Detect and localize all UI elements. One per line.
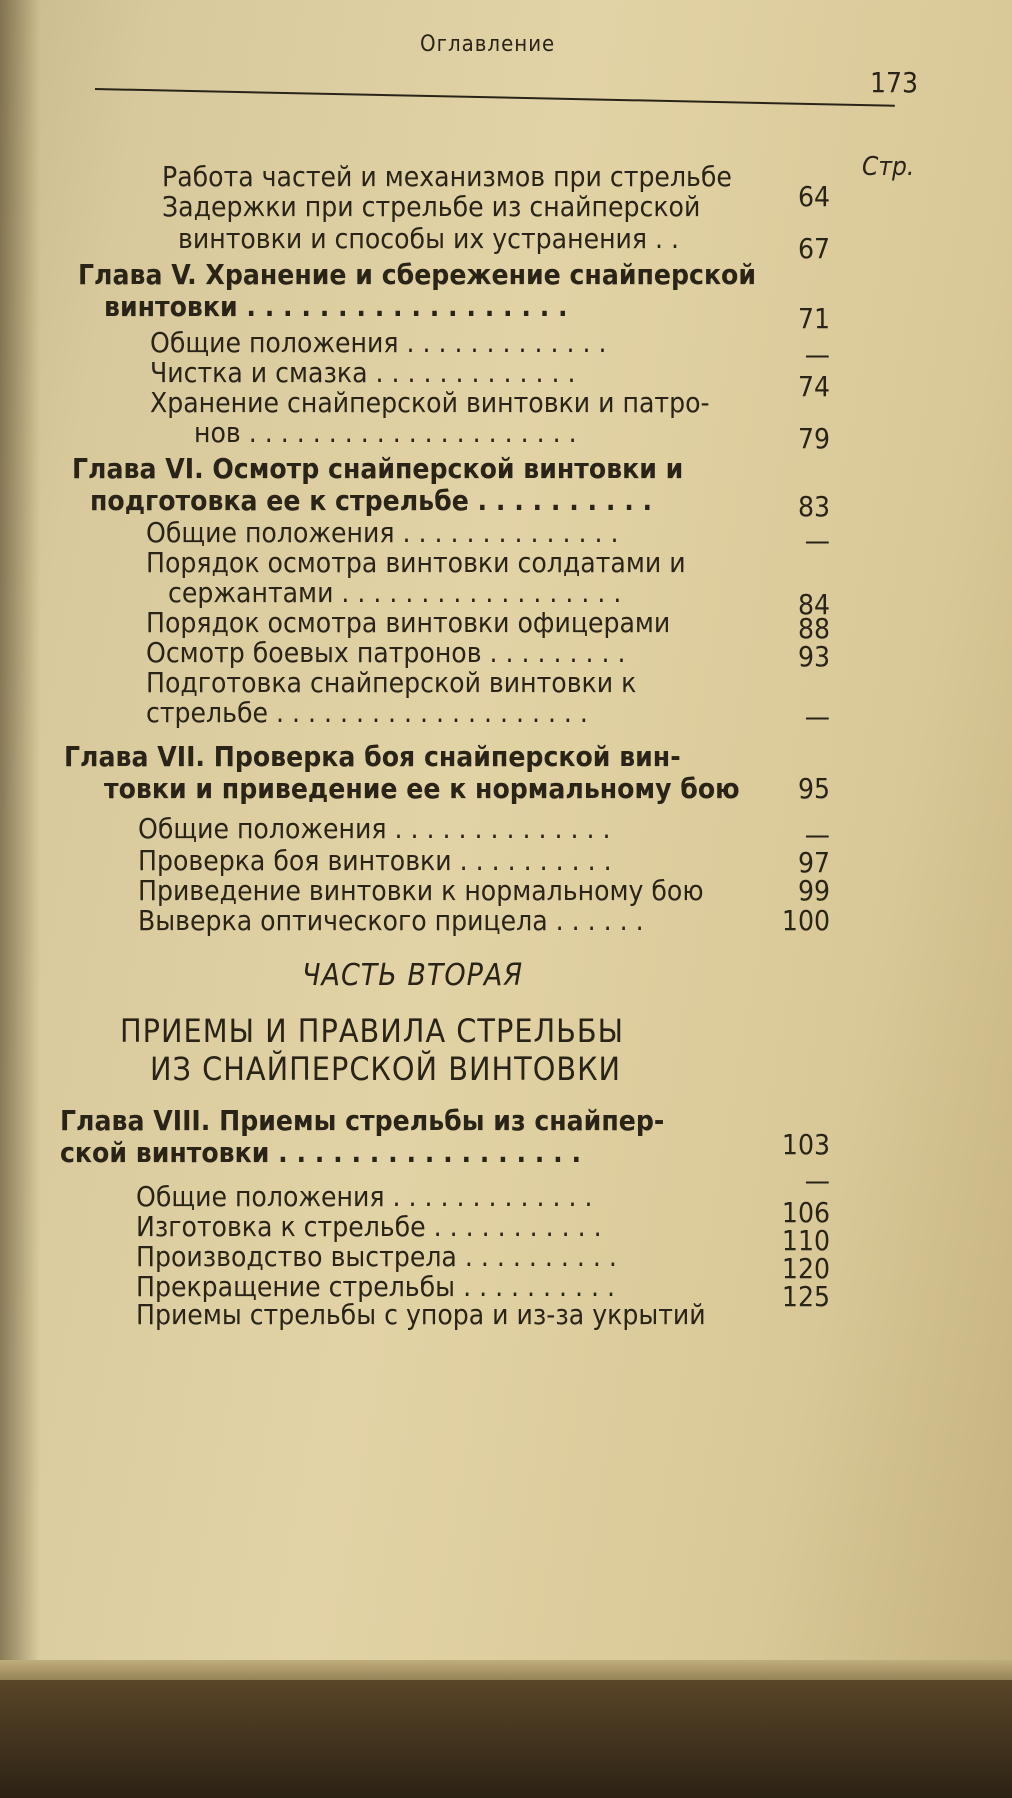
toc-entry: Общие положения . . . . . . . . . . . . . .	[146, 516, 619, 549]
toc-page: 79	[797, 422, 830, 455]
toc-entry: стрельбе . . . . . . . . . . . . . . . . . . . .	[146, 696, 588, 729]
page-number: 173	[870, 66, 919, 99]
toc-entry: Приемы стрельбы с упора и из-за укрытий	[136, 1298, 706, 1331]
toc-entry: Работа частей и механизмов при стрельбе	[162, 160, 732, 193]
chapter-heading: подготовка ее к стрельбе . . . . . . . . . .	[90, 484, 653, 517]
toc-page: 84	[797, 588, 830, 621]
chapter-heading: винтовки . . . . . . . . . . . . . . . . . .	[104, 290, 568, 323]
toc-page: —	[804, 524, 830, 557]
pages-column-label: Стр.	[862, 152, 915, 182]
chapter-heading: Глава VII. Проверка боя снайперской вин-	[64, 740, 681, 773]
toc-entry: Изготовка к стрельбе . . . . . . . . . . .	[136, 1210, 602, 1243]
toc-page: —	[804, 338, 830, 371]
toc-entry: Порядок осмотра винтовки офицерами	[146, 606, 671, 639]
background-surface	[0, 1680, 1012, 1798]
toc-page: 93	[797, 640, 830, 673]
part-label: ЧАСТЬ ВТОРАЯ	[302, 958, 524, 993]
toc-page: 71	[797, 302, 830, 335]
toc-entry: Производство выстрела . . . . . . . . . .	[136, 1240, 617, 1273]
toc-entry: Прекращение стрельбы . . . . . . . . . .	[136, 1270, 616, 1303]
page-bottom-edge	[0, 1660, 1012, 1680]
toc-entry: сержантами . . . . . . . . . . . . . . . . . .	[168, 576, 622, 609]
toc-page: 120	[781, 1252, 830, 1285]
toc-page: —	[804, 700, 830, 733]
toc-entry: Общие положения . . . . . . . . . . . . .	[136, 1180, 593, 1213]
toc-entry: Подготовка снайперской винтовки к	[146, 666, 637, 699]
toc-entry: Хранение снайперской винтовки и патро-	[150, 386, 710, 419]
toc-entry: винтовки и способы их устранения . .	[178, 222, 680, 255]
toc-entry: Приведение винтовки к нормальному бою	[138, 874, 704, 907]
toc-page: 88	[797, 612, 830, 645]
toc-page: 64	[797, 180, 830, 213]
chapter-heading: ской винтовки . . . . . . . . . . . . . . . . .	[60, 1136, 582, 1169]
chapter-heading: товки и приведение ее к нормальному бою	[104, 772, 740, 805]
toc-page: 74	[797, 370, 830, 403]
toc-entry: Задержки при стрельбе из снайперской	[162, 190, 701, 223]
toc-page: 100	[781, 904, 830, 937]
toc-page: 97	[797, 846, 830, 879]
running-head: Оглавление	[420, 32, 556, 57]
toc-entry: Чистка и смазка . . . . . . . . . . . . .	[150, 356, 576, 389]
chapter-heading: Глава V. Хранение и сбережение снайперской	[78, 258, 757, 291]
toc-page: 99	[797, 874, 830, 907]
toc-page: 106	[781, 1196, 830, 1229]
toc-page: —	[804, 818, 830, 851]
toc-page: 67	[797, 232, 830, 265]
toc-entry: нов . . . . . . . . . . . . . . . . . . . . .	[194, 416, 577, 449]
part-title-line-2: ИЗ СНАЙПЕРСКОЙ ВИНТОВКИ	[150, 1050, 622, 1088]
toc-page: —	[804, 1164, 830, 1197]
part-title-line-1: ПРИЕМЫ И ПРАВИЛА СТРЕЛЬБЫ	[120, 1012, 625, 1050]
toc-page: 83	[797, 490, 830, 523]
chapter-heading: Глава VIII. Приемы стрельбы из снайпер-	[60, 1104, 665, 1137]
toc-page: 125	[781, 1280, 830, 1313]
toc-page: 110	[781, 1224, 830, 1257]
toc-page: 103	[781, 1128, 830, 1161]
toc-entry: Выверка оптического прицела . . . . . .	[138, 904, 644, 937]
toc-page: 95	[797, 772, 830, 805]
toc-entry: Общие положения . . . . . . . . . . . . .	[150, 326, 607, 359]
toc-entry: Осмотр боевых патронов . . . . . . . . .	[146, 636, 626, 669]
toc-entry: Общие положения . . . . . . . . . . . . . .	[138, 812, 611, 845]
toc-entry: Порядок осмотра винтовки солдатами и	[146, 546, 686, 579]
chapter-heading: Глава VI. Осмотр снайперской винтовки и	[72, 452, 684, 485]
toc-entry: Проверка боя винтовки . . . . . . . . . .	[138, 844, 612, 877]
